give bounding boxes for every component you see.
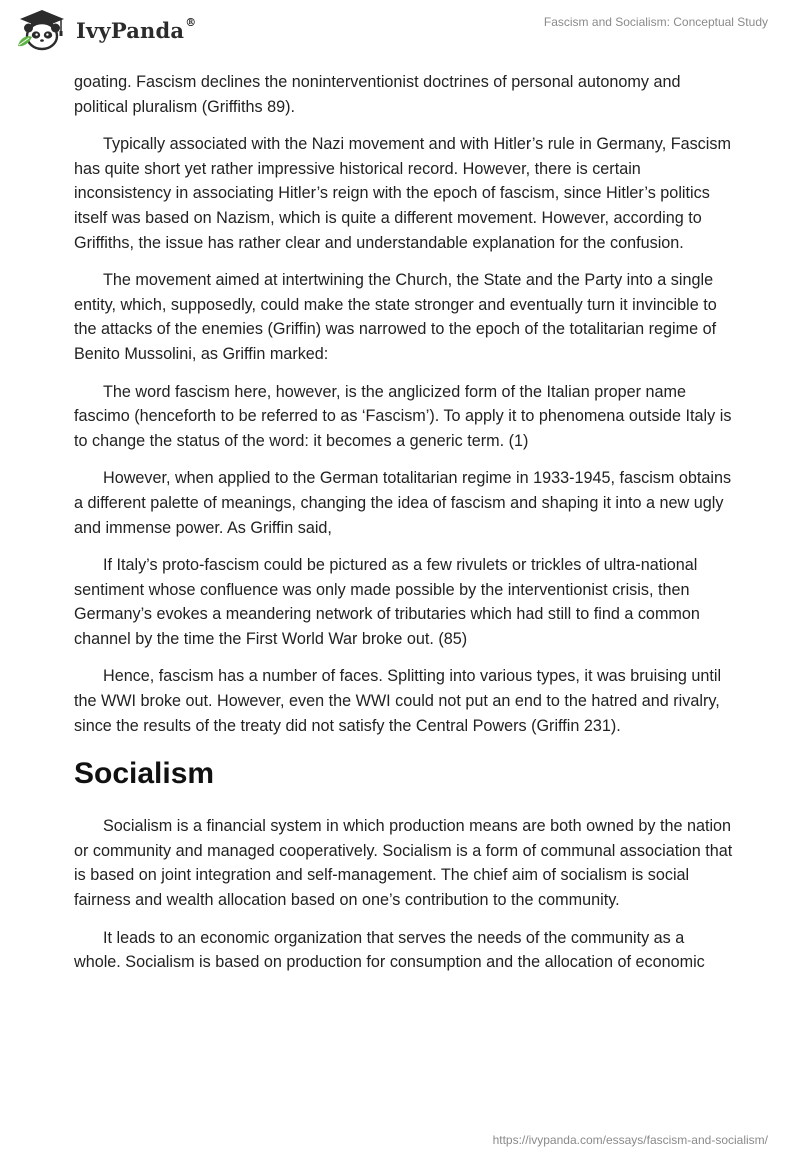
paragraph: goating. Fascism declines the noninterventionist doctrines of personal autonomy and political pluralism (Griffiths 89).: [74, 73, 681, 116]
page-header: [0, 0, 800, 70]
paragraph: However, when applied to the German totalitarian regime in 1933-1945, fascism obtains a different palette of meanings, changing the idea of fascism and shaping it into a new ugly and immense power. As Griffin said,: [74, 469, 732, 537]
brand-name: IvyPanda®: [76, 15, 197, 43]
document-title: Fascism and Socialism: Conceptual Study: [543, 15, 768, 29]
block-quote: If Italy’s proto-fascism could be pictured as a few rivulets or trickles of ultra-national sentiment whose confluence was only made possible by the interventionist crisis, then Germany’s evokes a meandering network of tributaries which had still to find a common channel by the time the First World War broke out. (85): [74, 556, 700, 648]
paragraph: The movement aimed at intertwining the Church, the State and the Party into a single entity, which, supposedly, could make the state stronger and eventually turn it invincible to the attacks of the enemies (Griffin) was narrowed to the epoch of the totalitarian regime of Benito Mussolini, as Griffin marked:: [74, 271, 717, 363]
ivypanda-logo[interactable]: [14, 8, 196, 52]
source-url[interactable]: https://ivypanda.com/essays/fascism-and-socialism/: [492, 1133, 768, 1147]
section-heading-socialism: Socialism: [74, 757, 215, 791]
essay-content: [74, 70, 734, 988]
paragraph: Hence, fascism has a number of faces. Splitting into various types, it was bruising until the WWI broke out. However, even the WWI could not put an end to the hatred and rivalry, since the results of the treaty did not satisfy the Central Powers (Griffin 231).: [74, 667, 722, 735]
paragraph: Socialism is a financial system in which production means are both owned by the nation or community and managed cooperatively. Socialism is a form of communal association that is based on joint integration and self-management. The chief aim of socialism is social fairness and wealth allocation based on one’s contribution to the community.: [74, 817, 733, 910]
paragraph: It leads to an economic organization that serves the needs of the community as a whole. Socialism is based on production for consumption and the allocation of economic: [74, 928, 705, 972]
panda-graduate-icon: [14, 8, 70, 52]
paragraph: Typically associated with the Nazi movement and with Hitler’s rule in Germany, Fascism has quite short yet rather impressive historical record. However, there is certain inconsistency in associating Hitler’s reign with the epoch of fascism, since Hitler’s politics itself was based on Nazism, which is quite a different movement. However, according to Griffiths, the issue has rather clear and understandable explanation for the confusion.: [74, 135, 731, 252]
block-quote: The word fascism here, however, is the anglicized form of the Italian proper name fascimo (henceforth to be referred to as ‘Fascism’). To apply it to phenomena outside Italy is to change the status of the word: it becomes a generic term. (1): [74, 382, 732, 450]
